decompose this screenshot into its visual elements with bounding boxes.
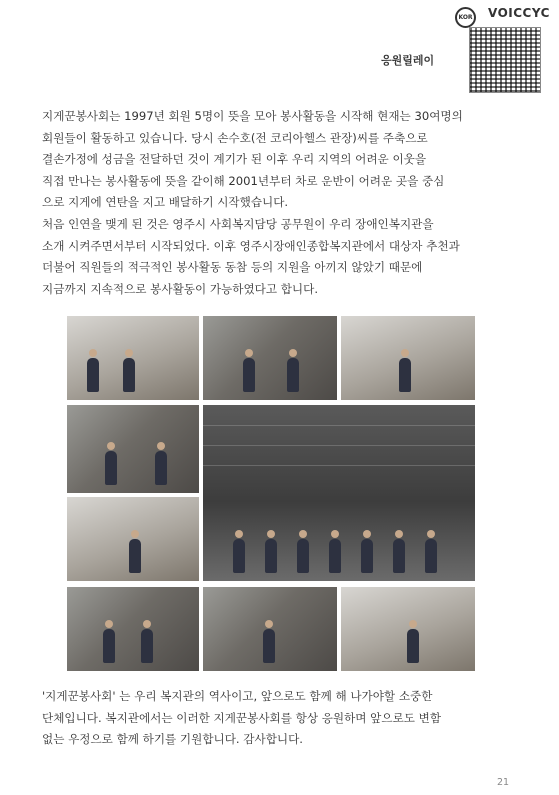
text-line: 단체입니다. 복지관에서는 이러한 지게꾼봉사회를 항상 응원하며 앞으로도 변함 xyxy=(42,710,442,725)
photo-narrow-alley xyxy=(203,587,337,671)
photo-stacking-briquettes xyxy=(341,587,475,671)
text-line: 처음 인연을 맺게 된 것은 영주시 사회복지담당 공무원이 우리 장애인복지관을 xyxy=(42,217,434,231)
text-line: 더불어 직원들의 적극적인 봉사활동 동참 등의 지원을 아끼지 않았기 때문에 xyxy=(42,260,423,274)
text-line: 소개 시켜주면서부터 시작되었다. 이후 영주시장애인종합복지관에서 대상자 추천과 xyxy=(42,238,460,253)
paragraph-relationship xyxy=(42,214,518,300)
text-line: 지게꾼봉사회는 1997년 회원 5명이 뜻을 모아 봉사활동을 시작해 현재는 30여명의 xyxy=(42,109,463,123)
voiceye-logo-text: VOICCYC xyxy=(488,6,550,20)
paragraph-closing xyxy=(42,686,518,751)
photo-group-portrait xyxy=(203,405,475,581)
photo-alley-walk xyxy=(67,405,199,493)
section-label: 응원릴레이 xyxy=(381,54,435,67)
photo-truck-unloading xyxy=(67,316,199,400)
page-number: 21 xyxy=(497,777,510,788)
text-line: 없는 우정으로 함께 하기를 기원합니다. 감사합니다. xyxy=(42,732,303,746)
text-line: 회원들이 활동하고 있습니다. 당시 손수호(전 코리아헬스 관장)씨를 주축으로 xyxy=(42,130,428,145)
photo-carrying-briquettes-street xyxy=(203,316,337,400)
text-line: 으로 지게에 연탄을 지고 배달하기 시작했습니다. xyxy=(42,195,289,209)
photo-man-carrying-jige xyxy=(341,316,475,400)
kor-badge-icon: KOR xyxy=(455,7,476,28)
voiceye-code-icon xyxy=(469,27,541,93)
text-line: '지게꾼봉사회' 는 우리 복지관의 역사이고, 앞으로도 함께 해 나가야할 소중한 xyxy=(42,689,433,703)
voiceye-logo xyxy=(452,4,556,94)
text-line: 직접 만나는 봉사활동에 뜻을 같이해 2001년부터 차로 운반이 어려운 곳을 중심 xyxy=(42,173,445,188)
text-line: 지금까지 지속적으로 봉사활동이 가능하였다고 합니다. xyxy=(42,281,319,296)
photo-uphill-alley xyxy=(67,497,199,581)
paragraph-history xyxy=(42,106,518,214)
photo-loading-jige xyxy=(67,587,199,671)
text-line: 결손가정에 성금을 전달하던 것이 계기가 된 이후 우리 지역의 어려운 이웃을 xyxy=(42,152,427,166)
